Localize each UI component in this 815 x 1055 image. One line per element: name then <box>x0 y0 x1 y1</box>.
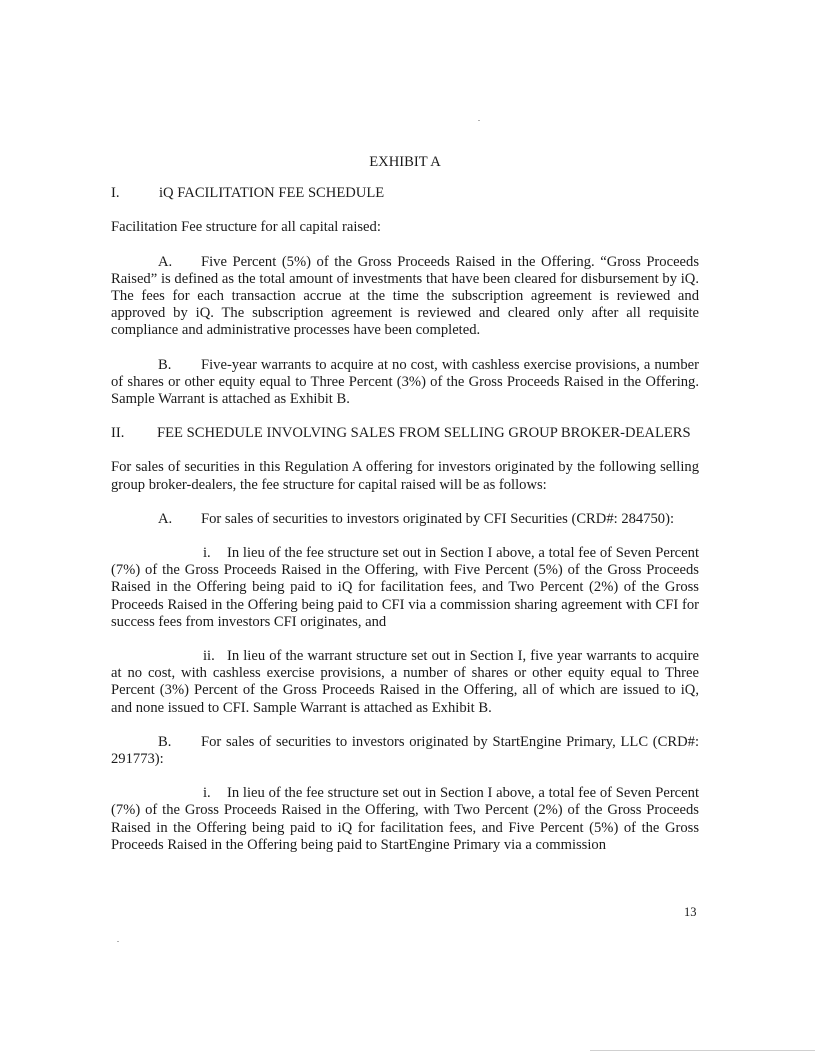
item-label: B. <box>158 733 172 750</box>
scan-speck <box>478 120 480 121</box>
item-text: In lieu of the fee structure set out in Section I above, a total fee of Seven Percent (7%) of the Gross Proceeds Raised in the Offering, with Two Percent (2%) of the Gross Proceeds Raised in the Offering being paid to iQ for facilitation fees, and Five Percent (5%) of the Gross Proceeds Raised in the Offering being paid to StartEngine Primary via a commission <box>111 785 699 853</box>
item-text: In lieu of the warrant structure set out in Section I, five year warrants to acquire at no cost, with cashless exercise provisions, a number of shares or other equity equal to Three Percent (3%) Percent of the Gross Proceeds Raised in the Offering, all of which are issued to iQ, and none issued to CFI. Sample Warrant is attached as Exhibit B. <box>111 648 699 716</box>
scan-speck <box>117 941 119 942</box>
item-label: A. <box>158 253 173 270</box>
item-text: For sales of securities to investors originated by CFI Securities (CRD#: 284750): <box>201 510 675 527</box>
list-item-b <box>111 734 699 768</box>
section-intro: For sales of securities in this Regulation A offering for investors originated by the following selling group broker-dealers, the fee structure for capital raised will be as follows: <box>111 459 699 493</box>
item-label: A. <box>158 510 173 527</box>
section-heading-1 <box>111 185 699 202</box>
section-title: FEE SCHEDULE INVOLVING SALES FROM SELLING GROUP BROKER-DEALERS <box>157 425 691 442</box>
section-heading-2 <box>111 425 699 442</box>
document-body <box>111 154 699 871</box>
item-text: Five-year warrants to acquire at no cost, with cashless exercise provisions, a number of shares or other equity equal to Three Percent (3%) of the Gross Proceeds Raised in the Offering. Sample Warrant is attached as Exhibit B. <box>111 356 699 408</box>
section-title: iQ FACILITATION FEE SCHEDULE <box>159 185 385 202</box>
sub-item-i <box>111 785 699 854</box>
item-text: Five Percent (5%) of the Gross Proceeds Raised in the Offering. “Gross Proceeds Raised” is defined as the total amount of investments that have been cleared for disbursement by iQ. The fees for each transaction accrue at the time the subscription agreement is reviewed and approved by iQ. The subscription agreement is reviewed and cleared only after all requisite compliance and administrative processes have been completed. <box>111 253 699 339</box>
item-text: For sales of securities to investors originated by StartEngine Primary, LLC (CRD#: 291773): <box>111 733 699 768</box>
sub-item-ii <box>111 648 699 717</box>
page-number: 13 <box>684 905 697 919</box>
list-item-a <box>111 254 699 340</box>
item-label: ii. <box>203 648 215 665</box>
list-item-a <box>111 511 699 528</box>
exhibit-title: EXHIBIT A <box>369 154 441 170</box>
item-label: B. <box>158 356 172 373</box>
item-label: i. <box>203 545 211 562</box>
section-number: I. <box>111 185 120 202</box>
list-item-b <box>111 357 699 409</box>
scan-edge-line <box>590 1050 815 1051</box>
section-intro: Facilitation Fee structure for all capital raised: <box>111 219 381 236</box>
sub-item-i <box>111 545 699 631</box>
item-label: i. <box>203 785 211 802</box>
section-number: II. <box>111 425 125 442</box>
item-text: In lieu of the fee structure set out in Section I above, a total fee of Seven Percent (7%) of the Gross Proceeds Raised in the Offering, with Five Percent (5%) of the Gross Proceeds Raised in the Offering being paid to iQ for facilitation fees, and Two Percent (2%) of the Gross Proceeds Raised in the Offering being paid to CFI via a commission sharing agreement with CFI for success fees from investors CFI originates, and <box>111 545 699 630</box>
